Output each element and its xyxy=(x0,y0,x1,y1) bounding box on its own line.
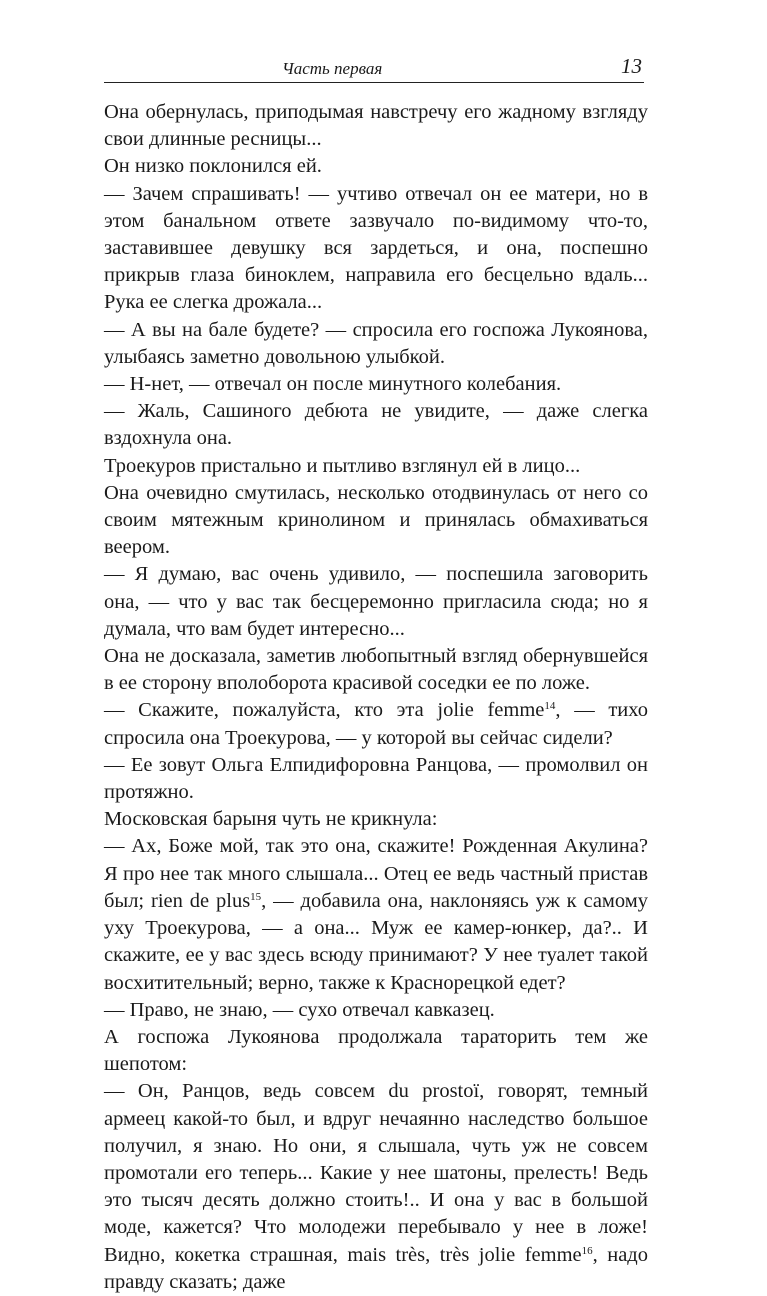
page-number: 13 xyxy=(621,54,642,78)
paragraph-text: , надо правду сказать; даже xyxy=(104,1243,648,1293)
page-header xyxy=(104,48,644,83)
paragraph-text: , — добавила она, наклоняясь уж к самому уху Троекурова, — а она... Муж ее камер-юнкер, да?.. И скажите, ее у вас здесь всюду принимают? У нее туалет такой восхитительный; верно, также к Краснорецкой едет? xyxy=(104,889,648,994)
paragraph: Московская барыня чуть не крикнула: xyxy=(104,808,438,831)
paragraph: — А вы на бале будете? — спросила его госпожа Лукоянова, улыбаясь заметно довольною улыбкой. xyxy=(104,318,648,368)
paragraph: — Ее зовут Ольга Елпидифоровна Ранцова, — промолвил он протяжно. xyxy=(104,753,648,804)
footnote-ref: 14 xyxy=(544,700,556,713)
paragraph: Она обернулась, приподымая навстречу его жадному взгляду свои длинные ресницы... xyxy=(104,101,648,151)
footnote-ref: 16 xyxy=(581,1244,593,1257)
paragraph xyxy=(104,1078,648,1296)
running-head: Часть первая xyxy=(282,59,383,78)
paragraph xyxy=(104,697,648,751)
paragraph xyxy=(104,833,648,996)
paragraph: Троекуров пристально и пытливо взглянул ей в лицо... xyxy=(104,454,581,477)
paragraph-text: — Он, Ранцов, ведь совсем du prostoï, говорят, темный армеец какой-то был, и вдруг нечаянно наследство большое получил, я знаю. Но они, я слышала, чуть уж не совсем промотали его теперь... Какие у нее шатоны, прелесть! Ведь это тысяч десять должно стоить!.. И она у вас в большой моде, кажется? Что молодежи перебывало у нее в ложе! Видно, кокетка страшная, mais très, très jolie femme xyxy=(104,1080,648,1266)
paragraph: — Я думаю, вас очень удивило, — поспешила заговорить она, — что у вас так бесцеремонно пригласила сюда; но я думала, что вам будет интересно... xyxy=(104,563,648,640)
paragraph: — Жаль, Сашиного дебюта не увидите, — даже слегка вздохнула она. xyxy=(104,400,648,450)
paragraph: — Н-нет, — отвечал он после минутного колебания. xyxy=(104,373,562,396)
paragraph: Она очевидно смутилась, несколько отодвинулась от него со своим мятежным кринолином и принялась обмахиваться веером. xyxy=(104,481,648,559)
body-text xyxy=(104,99,648,1296)
paragraph: — Право, не знаю, — сухо отвечал кавказец. xyxy=(104,998,495,1021)
paragraph: Он низко поклонился ей. xyxy=(104,155,322,178)
paragraph-text: , — тихо спросила она Троекурова, — у которой вы сейчас сидели? xyxy=(104,699,648,749)
paragraph: Она не досказала, заметив любопытный взгляд обернувшейся в ее сторону вполоборота красивой соседки ее по ложе. xyxy=(104,645,648,695)
footnote-ref: 15 xyxy=(250,890,262,903)
paragraph-text: — Ах, Боже мой, так это она, скажите! Рожденная Акулина? Я про нее так много слышала... Отец ее ведь частный пристав был; rien de plus xyxy=(104,835,648,912)
paragraph-text: — Скажите, пожалуйста, кто эта jolie femme xyxy=(104,699,545,722)
paragraph: — Зачем спрашивать! — учтиво отвечал он ее матери, но в этом банальном ответе зазвучало по-видимому что-то, заставившее девушку вся зардеться, и она, поспешно прикрыв глаза биноклем, направила его бесцельно вдаль... Рука ее слегка дрожала... xyxy=(104,182,648,314)
paragraph: А госпожа Лукоянова продолжала тараторить тем же шепотом: xyxy=(104,1025,648,1076)
